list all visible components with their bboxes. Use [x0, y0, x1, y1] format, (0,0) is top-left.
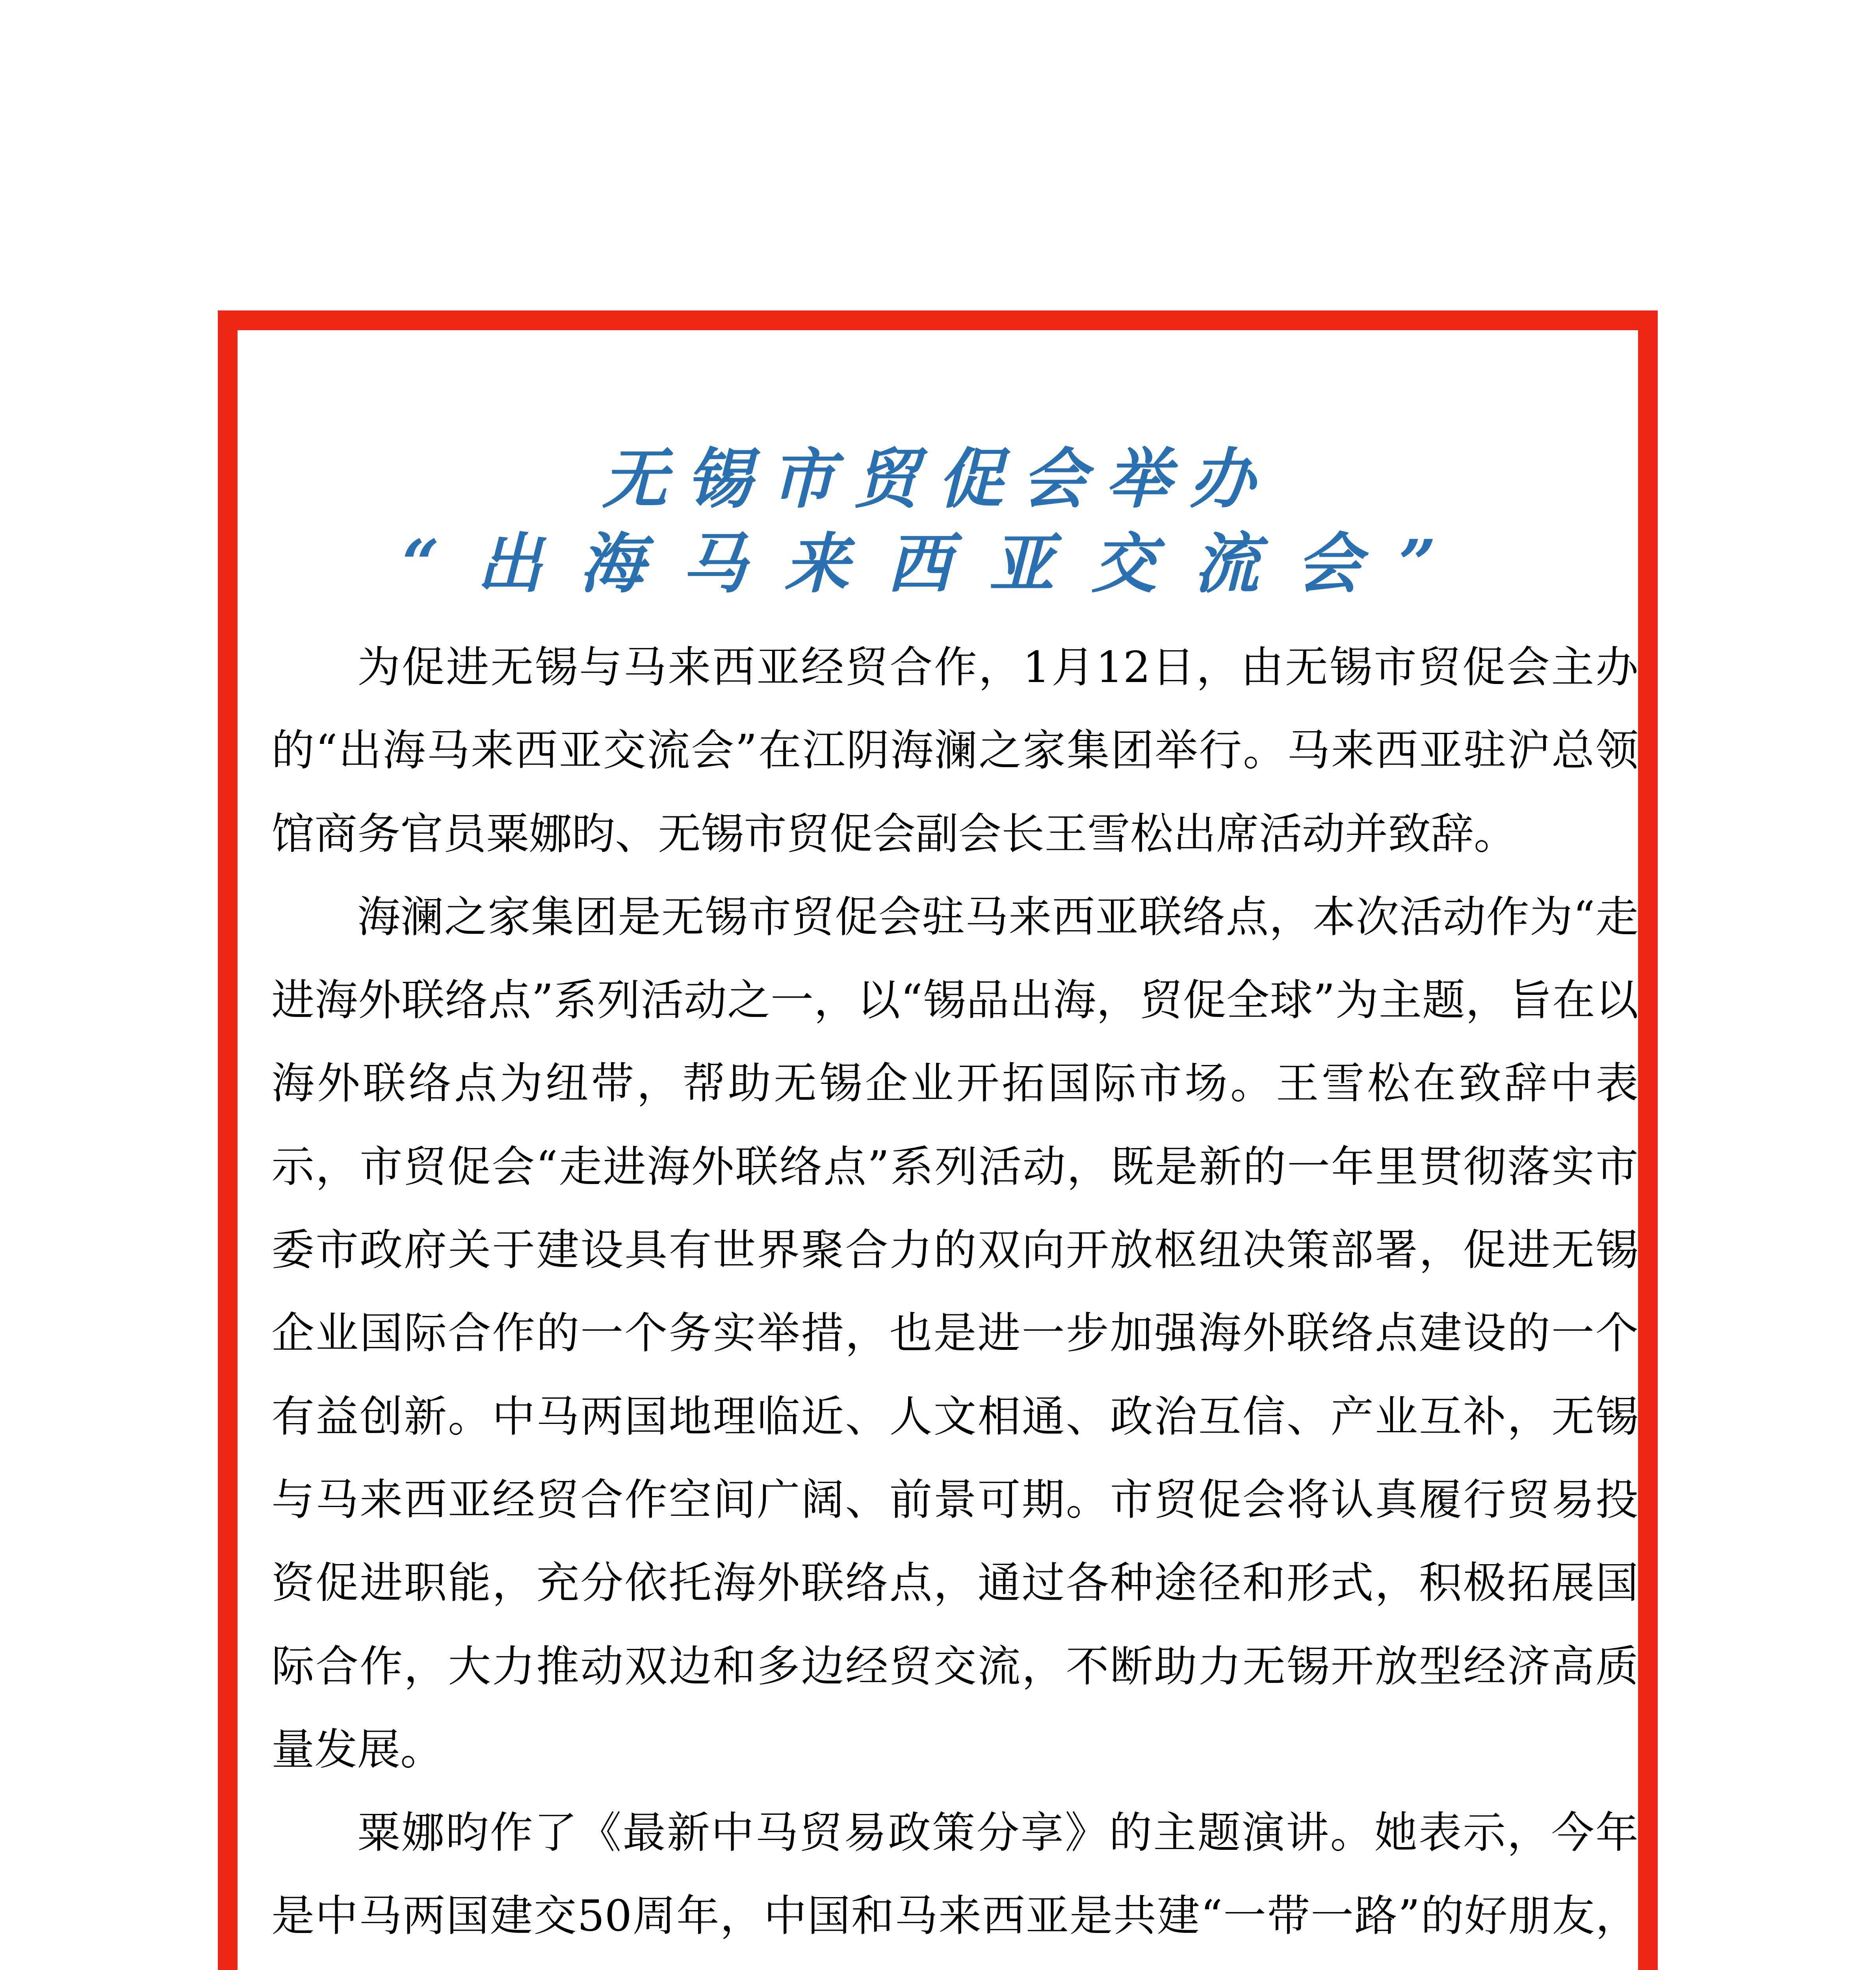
article-body: [271, 626, 1638, 1970]
article-title-line-1: 无锡市贸促会举办: [602, 440, 1274, 517]
article-title-line-2: “出海马来西亚交流会”: [402, 525, 1474, 602]
page-frame: [218, 310, 1658, 1970]
paragraph-1: 为促进无锡与马来西亚经贸合作，1月12日，由无锡市贸促会主办的“出海马来西亚交流会”在江阴海澜之家集团举行。马来西亚驻沪总领馆商务官员粟娜昀、无锡市贸促会副会长王雪松出席活动并致辞。: [271, 642, 1638, 859]
paragraph-3: 粟娜昀作了《最新中马贸易政策分享》的主题演讲。她表示，今年是中马两国建交50周年，中国和马来西亚是共建“一带一路”的好朋友，: [271, 1808, 1638, 1941]
paragraph-2: 海澜之家集团是无锡市贸促会驻马来西亚联络点，本次活动作为“走进海外联络点”系列活动之一，以“锡品出海，贸促全球”为主题，旨在以海外联络点为纽带，帮助无锡企业开拓国际市场。王雪松在致辞中表示，市贸促会“走进海外联络点”系列活动，既是新的一年里贯彻落实市委市政府关于建设具有世界聚合力的双向开放枢纽决策部署，促进无锡企业国际合作的一个务实举措，也是进一步加强海外联络点建设的一个有益创新。中马两国地理临近、人文相通、政治互信、产业互补，无锡与马来西亚经贸合作空间广阔、前景可期。市贸促会将认真履行贸易投资促进职能，充分依托海外联络点，通过各种途径和形式，积极拓展国际合作，大力推动双边和多边经贸交流，不断助力无锡开放型经济高质量发展。: [271, 892, 1638, 1775]
